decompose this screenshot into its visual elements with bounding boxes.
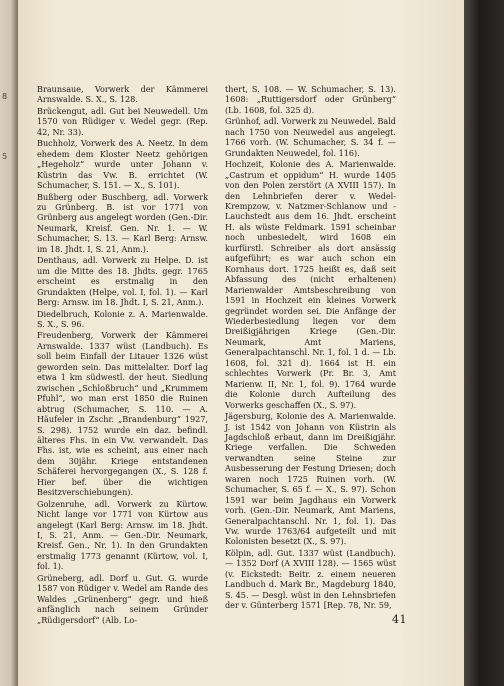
- entry-paragraph: Buchholz, Vorwerk des A. Neetz. In dem ehedem dem Kloster Neetz gehörigen „Hegeholz“ wurde unter Johann v. Küstrin das Vw. B. errichtet (W. Schumacher, S. 151. — X., S. 101).: [37, 138, 208, 191]
- right-column: [225, 84, 396, 612]
- entry-paragraph: Freudenberg, Vorwerk der Kämmerei Arnswalde. 1337 wüst (Landbuch). Es soll beim Einfall der Litauer 1326 wüst geworden sein. Das mittelalter. Dorf lag etwa 1 km südwestl. der heut. Siedlung zwischen „Schloßbruch“ und „Krummem Pfuhl“, wo man erst 1850 die Ruinen abtrug (Schumacher, S. 110. — A. Häufeler in Zschr. „Brandenburg“ 1927, S. 298). 1752 wurde ein daz. befindl. älteres Fhs. in ein Vw. verwandelt. Das Fhs. ist, wie es scheint, aus einer nach dem 30jähr. Kriege entstandenen Schäferei hervorgegangen (X., S. 128 f. Hier bef. über die wichtigen Besitzverschiebungen).: [37, 330, 208, 498]
- entry-paragraph: Grünhof, adl. Vorwerk zu Neuwedel. Bald nach 1750 von Neuwedel aus angelegt. 1766 vorh. (W. Schumacher, S. 34 f. — Grundakten Neuwedel, fol. 116).: [225, 116, 396, 158]
- entry-paragraph: Hochzeit, Kolonie des A. Marienwalde. „Castrum et oppidum“ H. wurde 1405 von den Polen zerstört (A XVIII 157). In den Lehnbriefen derer v. Wedel-Krempzow, v. Natzmer-Schlanow und -Lauchstedt aus dem 16. Jhdt. erscheint H. als wüste Feldmark. 1591 scheinbar noch unbesiedelt, wird 1608 ein kurfürstl. Schreiber als dort ansässig aufgeführt; es war auch schon ein Kornhaus dort. 1725 heißt es, daß seit Abfassung des (nicht erhaltenen) Marienwalder Amtsbeschreibung von 1591 in Hochzeit ein kleines Vorwerk gegründet worden sei. Die Anfänge der Wiederbesiedlung liegen vor dem Dreißigjährigen Kriege (Gen.-Dir. Neumark, Amt Mariens, Generalpachtanschl. Nr. 1, fol. 1 d. — Lb. 1608, fol. 321 d). 1664 ist H. ein schlechtes Vorwerk (Pr. Br. 3, Amt Marienw. II, Nr. 1, fol. 9). 1764 wurde die Kolonie durch Aufteilung des Vorwerks geschaffen (X., S. 97).: [225, 159, 396, 410]
- entry-paragraph: Denthaus, adl. Vorwerk zu Helpe. D. ist um die Mitte des 18. Jhdts. gegr. 1765 erscheint es erstmalig in den Grundakten (Helpe, vol. I, fol. 1). — Karl Berg: Arnsw. im 18. Jhdt. I, S. 21, Anm.).: [37, 255, 208, 308]
- adjacent-page-edge: [0, 0, 18, 686]
- entry-paragraph: Braunsaue, Vorwerk der Kämmerei Arnswalde. S. X., S. 128.: [37, 84, 208, 105]
- entry-paragraph: Golzenruhe, adl. Vorwerk zu Kürtow. Nicht lange vor 1771 von Kürtow aus angelegt (Karl Berg: Arnsw. im 18. Jhdt. I, S. 21, Anm. — Gen.-Dir. Neumark, Kreisf. Gen., Nr. 1). In den Grundakten erstmalig 1773 genannt (Kürtow, vol. I, fol. 1).: [37, 498, 208, 572]
- margin-mark: 8: [2, 92, 8, 101]
- margin-mark: 5: [2, 152, 8, 161]
- left-column: [37, 84, 208, 626]
- book-cover-edge: [464, 0, 504, 686]
- entry-paragraph: Diedelbruch, Kolonie z. A. Marienwalde. S. X., S. 96.: [37, 308, 208, 329]
- entry-paragraph: Jägersburg, Kolonie des A. Marienwalde. J. ist 1542 von Johann von Küstrin als Jagdschloß erbaut, dann im Dreißigjähr. Kriege verfallen. Die Schweden verwandten seine Steine zur Ausbesserung der Festung Driesen; doch waren noch 1725 Ruinen vorh. (W. Schumacher, S. 65 f. — X., S. 97). Schon 1591 war beim Jagdhaus ein Vorwerk vorh. (Gen.-Dir. Neumark, Amt Mariens, Generalpachtanschl. Nr. 1, fol. 1). Das Vw. wurde 1763/64 aufgeteilt und mit Kolonisten besetzt (X., S. 97).: [225, 411, 396, 547]
- entry-paragraph: Kölpin, adl. Gut. 1337 wüst (Landbuch). — 1352 Dorf (A XVIII 128). — 1565 wüst (v. Eickstedt: Beitr. z. einem neueren Landbuch d. Mark Br., Magdeburg 1840, S. 45. — Desgl. wüst in den Lehnsbriefen der v. Günterberg 1571 [Rep. 78, Nr. 59,: [225, 547, 396, 611]
- entry-paragraph: Bußberg oder Buschberg, adl. Vorwerk zu Grünberg. B. ist vor 1771 von Grünberg aus angelegt worden (Gen.-Dir. Neumark, Kreisf. Gen. Nr. 1. — W. Schumacher, S. 13. — Karl Berg: Arnsw. im 18. Jhdt. I, S. 21, Anm.).: [37, 191, 208, 254]
- entry-paragraph: thert, S. 108. — W. Schumacher, S. 13). 1608: „Ruttigersdorf oder Grünberg“ (Lb. 1608, fol. 325 d).: [225, 84, 396, 115]
- page-number: 41: [392, 613, 407, 626]
- entry-paragraph: Grüneberg, adl. Dorf u. Gut. G. wurde 1587 von Rüdiger v. Wedel am Rande des Waldes „Grünenberg“ gegr. und hieß anfänglich nach seinem Gründer „Rüdigersdorf“ (Alb. Lo-: [37, 572, 208, 625]
- entry-paragraph: Brückengut, adl. Gut bei Neuwedell. Um 1570 von Rüdiger v. Wedel gegr. (Rep. 42, Nr. 33).: [37, 105, 208, 137]
